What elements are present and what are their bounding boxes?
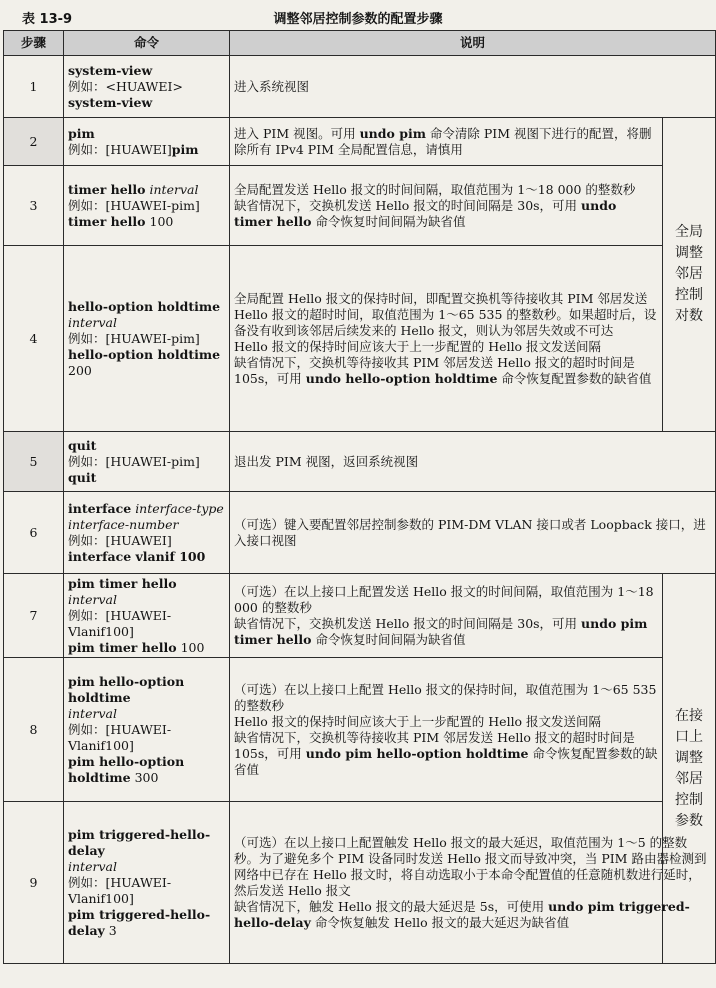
undo-command: undo timer hello xyxy=(234,197,617,229)
description-cell: （可选）键入要配置邻居控制参数的 PIM-DM VLAN 接口或者 Loopback 接口，进入接口视图 xyxy=(230,492,716,574)
group-label-line: 控制 xyxy=(675,287,703,303)
command-example-label: 例如：[HUAWEI-pim] xyxy=(68,197,200,213)
command-param: interval xyxy=(149,181,199,197)
command-keyword: pim xyxy=(68,125,95,141)
description-text: Hello 报文的保持时间应该大于上一步配置的 Hello 报文发送间隔 xyxy=(234,713,602,729)
header-command: 命令 xyxy=(64,31,230,56)
undo-command: undo pim triggered-hello-delay xyxy=(234,898,690,930)
command-example-label: 例如：[HUAWEI-pim] xyxy=(68,330,200,346)
step-number: 6 xyxy=(4,492,64,574)
command-cell xyxy=(64,246,230,432)
command-keyword: system-view xyxy=(68,62,153,78)
description-text: 全局配置 Hello 报文的保持时间，即配置交换机等待接收其 PIM 邻居发送 Hello 报文的超时时间，取值范围为 1～65 535 的整数秒。如果超时后，设备没有收到该邻居后续发来的 Hello 报文，则认为邻居失效或不可达 xyxy=(234,290,657,338)
description-cell xyxy=(230,246,663,432)
description-text: 缺省情况下，交换机发送 Hello 报文的时间间隔是 30s，可用 xyxy=(234,197,578,213)
command-param: interval xyxy=(68,858,117,874)
step-number: 7 xyxy=(4,574,64,658)
table-row xyxy=(4,574,716,658)
command-example: pim triggered-hello-delay xyxy=(68,906,211,938)
command-example-label: 例如：[HUAWEI-Vlanif100] xyxy=(68,721,172,753)
group-label-line: 参数 xyxy=(675,812,703,829)
description-text: 缺省情况下，交换机等待接收其 PIM 邻居发送 Hello 报文的超时时间是 105s，可用 xyxy=(234,729,635,761)
command-cell xyxy=(64,432,230,492)
command-value: 100 xyxy=(180,639,205,655)
group-label-line: 调整 xyxy=(675,245,703,261)
group-label-line: 对数 xyxy=(675,308,703,324)
step-number: 5 xyxy=(4,432,64,492)
description-text: 命令恢复配置参数的缺省值 xyxy=(234,745,658,777)
description-text: （可选）在以上接口上配置触发 Hello 报文的最大延迟，取值范围为 1～5 的整数秒。为了避免多个 PIM 设备同时发送 Hello 报文而导致冲突，当 PIM 路由器检测到网络中已存在 Hello 报文时，将自动选取小于本命令配置值的任意随机数进行延时，然后发送 Hello 报文 xyxy=(234,834,707,898)
description-text: 命令恢复配置参数的缺省值 xyxy=(501,370,652,386)
description-text: 缺省情况下，交换机等待接收其 PIM 邻居发送 Hello 报文的超时时间是 105s，可用 xyxy=(234,354,635,386)
table-number: 表 13-9 xyxy=(22,12,73,27)
step-number: 8 xyxy=(4,658,64,802)
header-description: 说明 xyxy=(230,31,716,56)
table-row xyxy=(4,802,716,964)
command-example-label: 例如：[HUAWEI] xyxy=(68,141,172,157)
group-label-line: 控制 xyxy=(675,791,703,808)
description-cell: 退出发 PIM 视图，返回系统视图 xyxy=(230,432,716,492)
group-label-line: 邻居 xyxy=(675,266,703,282)
command-example: interface vlanif 100 xyxy=(68,548,206,564)
command-cell xyxy=(64,574,230,658)
group-label-line: 口上 xyxy=(675,728,703,745)
description-cell xyxy=(230,574,663,658)
command-example: quit xyxy=(68,469,97,485)
description-text: （可选）在以上接口上配置 Hello 报文的保持时间，取值范围为 1～65 535 的整数秒 xyxy=(234,681,657,713)
command-keyword: quit xyxy=(68,437,97,453)
command-example-label: 例如：[HUAWEI] xyxy=(68,532,172,548)
undo-command: undo hello-option holdtime xyxy=(305,370,498,386)
undo-command: undo pim xyxy=(359,125,426,141)
table-row xyxy=(4,432,716,492)
table-row xyxy=(4,56,716,118)
undo-command: undo pim timer hello xyxy=(234,615,648,647)
command-param: interval xyxy=(68,314,117,330)
command-keyword: hello-option holdtime xyxy=(68,298,221,314)
description-text: 命令清除 PIM 视图下进行的配置，将删除所有 IPv4 PIM 全局配置信息，请慎用 xyxy=(234,125,652,157)
header-step: 步骤 xyxy=(4,31,64,56)
description-text: 进入 PIM 视图。可用 xyxy=(234,125,356,141)
description-cell xyxy=(230,802,716,964)
command-cell xyxy=(64,492,230,574)
command-keyword: pim timer hello xyxy=(68,575,177,591)
group-label-global xyxy=(663,118,716,432)
description-cell: 进入系统视图 xyxy=(230,56,716,118)
step-number: 1 xyxy=(4,56,64,118)
command-example-label: 例如：[HUAWEI-pim] xyxy=(68,453,200,469)
description-text: 命令恢复触发 Hello 报文的最大延迟为缺省值 xyxy=(314,914,570,930)
description-text: 命令恢复时间间隔为缺省值 xyxy=(315,213,466,229)
step-number: 4 xyxy=(4,246,64,432)
description-text: 全局配置发送 Hello 报文的时间间隔，取值范围为 1～18 000 的整数秒 xyxy=(234,181,636,197)
command-keyword: pim triggered-hello-delay xyxy=(68,826,211,858)
group-label-line: 调整 xyxy=(675,749,703,766)
command-cell xyxy=(64,56,230,118)
command-example: timer hello xyxy=(68,213,146,229)
step-number: 3 xyxy=(4,166,64,246)
command-example-label: 例如：[HUAWEI-Vlanif100] xyxy=(68,607,172,639)
table-row xyxy=(4,658,716,802)
command-cell xyxy=(64,166,230,246)
command-cell xyxy=(64,118,230,166)
command-example: pim xyxy=(171,141,199,157)
table-caption xyxy=(0,0,716,30)
step-number: 2 xyxy=(4,118,64,166)
command-example: hello-option holdtime xyxy=(68,346,221,362)
command-keyword: timer hello xyxy=(68,181,146,197)
command-example-label: 例如：[HUAWEI-Vlanif100] xyxy=(68,874,172,906)
command-cell xyxy=(64,802,230,964)
command-example-label: 例如：<HUAWEI> xyxy=(68,78,183,94)
description-text: 缺省情况下，交换机发送 Hello 报文的时间间隔是 30s，可用 xyxy=(234,615,578,631)
table-title: 调整邻居控制参数的配置步骤 xyxy=(273,12,443,27)
config-steps-table xyxy=(3,30,716,964)
group-label-line: 在接 xyxy=(675,707,703,724)
description-text: 缺省情况下，触发 Hello 报文的最大延迟是 5s，可使用 xyxy=(234,898,545,914)
table-row xyxy=(4,118,716,166)
table-row xyxy=(4,246,716,432)
description-text: 命令恢复时间间隔为缺省值 xyxy=(315,631,466,647)
command-cell xyxy=(64,658,230,802)
command-param: interval xyxy=(68,705,117,721)
table-row xyxy=(4,166,716,246)
command-value: 200 xyxy=(68,362,92,378)
command-param: interval xyxy=(68,591,117,607)
command-value: 3 xyxy=(108,922,117,938)
description-text: （可选）在以上接口上配置发送 Hello 报文的时间间隔，取值范围为 1～18 000 的整数秒 xyxy=(234,583,654,615)
description-text: Hello 报文的保持时间应该大于上一步配置的 Hello 报文发送间隔 xyxy=(234,338,602,354)
command-keyword: interface xyxy=(68,500,132,516)
command-value: 100 xyxy=(149,213,174,229)
table-header-row xyxy=(4,31,716,56)
step-number: 9 xyxy=(4,802,64,964)
description-cell xyxy=(230,658,663,802)
command-value: 300 xyxy=(134,769,159,785)
description-cell xyxy=(230,166,663,246)
group-label-line: 全局 xyxy=(675,224,703,240)
command-example: pim timer hello xyxy=(68,639,177,655)
table-row xyxy=(4,492,716,574)
command-param: interface-type interface-number xyxy=(68,500,224,532)
command-keyword: pim hello-option holdtime xyxy=(68,673,185,705)
group-label-line: 邻居 xyxy=(675,770,703,787)
description-cell xyxy=(230,118,663,166)
command-example: system-view xyxy=(68,94,153,110)
undo-command: undo pim hello-option holdtime xyxy=(305,745,529,761)
command-example: pim hello-option holdtime xyxy=(68,753,185,785)
